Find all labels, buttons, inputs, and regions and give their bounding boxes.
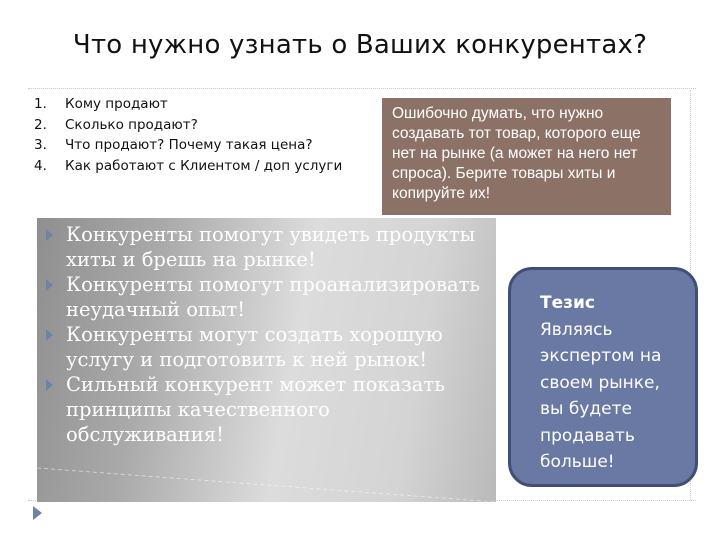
thesis-heading: Тезис bbox=[540, 293, 595, 313]
list-item: 1. Кому продают bbox=[34, 96, 168, 112]
bullet-arrow-icon bbox=[46, 279, 53, 291]
list-item: 4. Как работают с Клиентом / доп услуги bbox=[34, 157, 343, 174]
list-item: Конкуренты помогут увидеть продукты хиты и брешь на рынке! bbox=[42, 222, 492, 272]
page-title: Что нужно узнать о Ваших конкурентах? bbox=[72, 30, 648, 60]
divider-line bbox=[28, 88, 696, 89]
bullet-arrow-icon bbox=[46, 229, 53, 241]
note-box: Ошибочно думать, что нужно создавать тот товар, которого еще нет на рынке (а может на него нет спроса). Берите товары хиты и копируйте их! bbox=[382, 98, 671, 215]
bullet-arrow-icon bbox=[46, 379, 53, 391]
list-item: 2. Сколько продают? bbox=[34, 116, 198, 133]
questions-list bbox=[34, 94, 374, 176]
bullet-arrow-icon bbox=[46, 329, 53, 341]
list-item: Конкуренты помогут проанализировать неудачный опыт! bbox=[42, 272, 492, 322]
list-item: Сильный конкурент может показать принципы качественного обслуживания! bbox=[42, 372, 492, 447]
list-item: 3. Что продают? Почему такая цена? bbox=[34, 137, 313, 153]
bullets-list bbox=[42, 222, 492, 447]
thesis-box bbox=[508, 267, 698, 487]
thesis-text: Являясь экспертом на своем рынке, вы будете продавать больше! bbox=[540, 319, 662, 472]
next-slide-arrow-icon[interactable] bbox=[33, 506, 42, 520]
list-item: Конкуренты могут создать хорошую услугу и подготовить к ней рынок! bbox=[42, 322, 492, 372]
